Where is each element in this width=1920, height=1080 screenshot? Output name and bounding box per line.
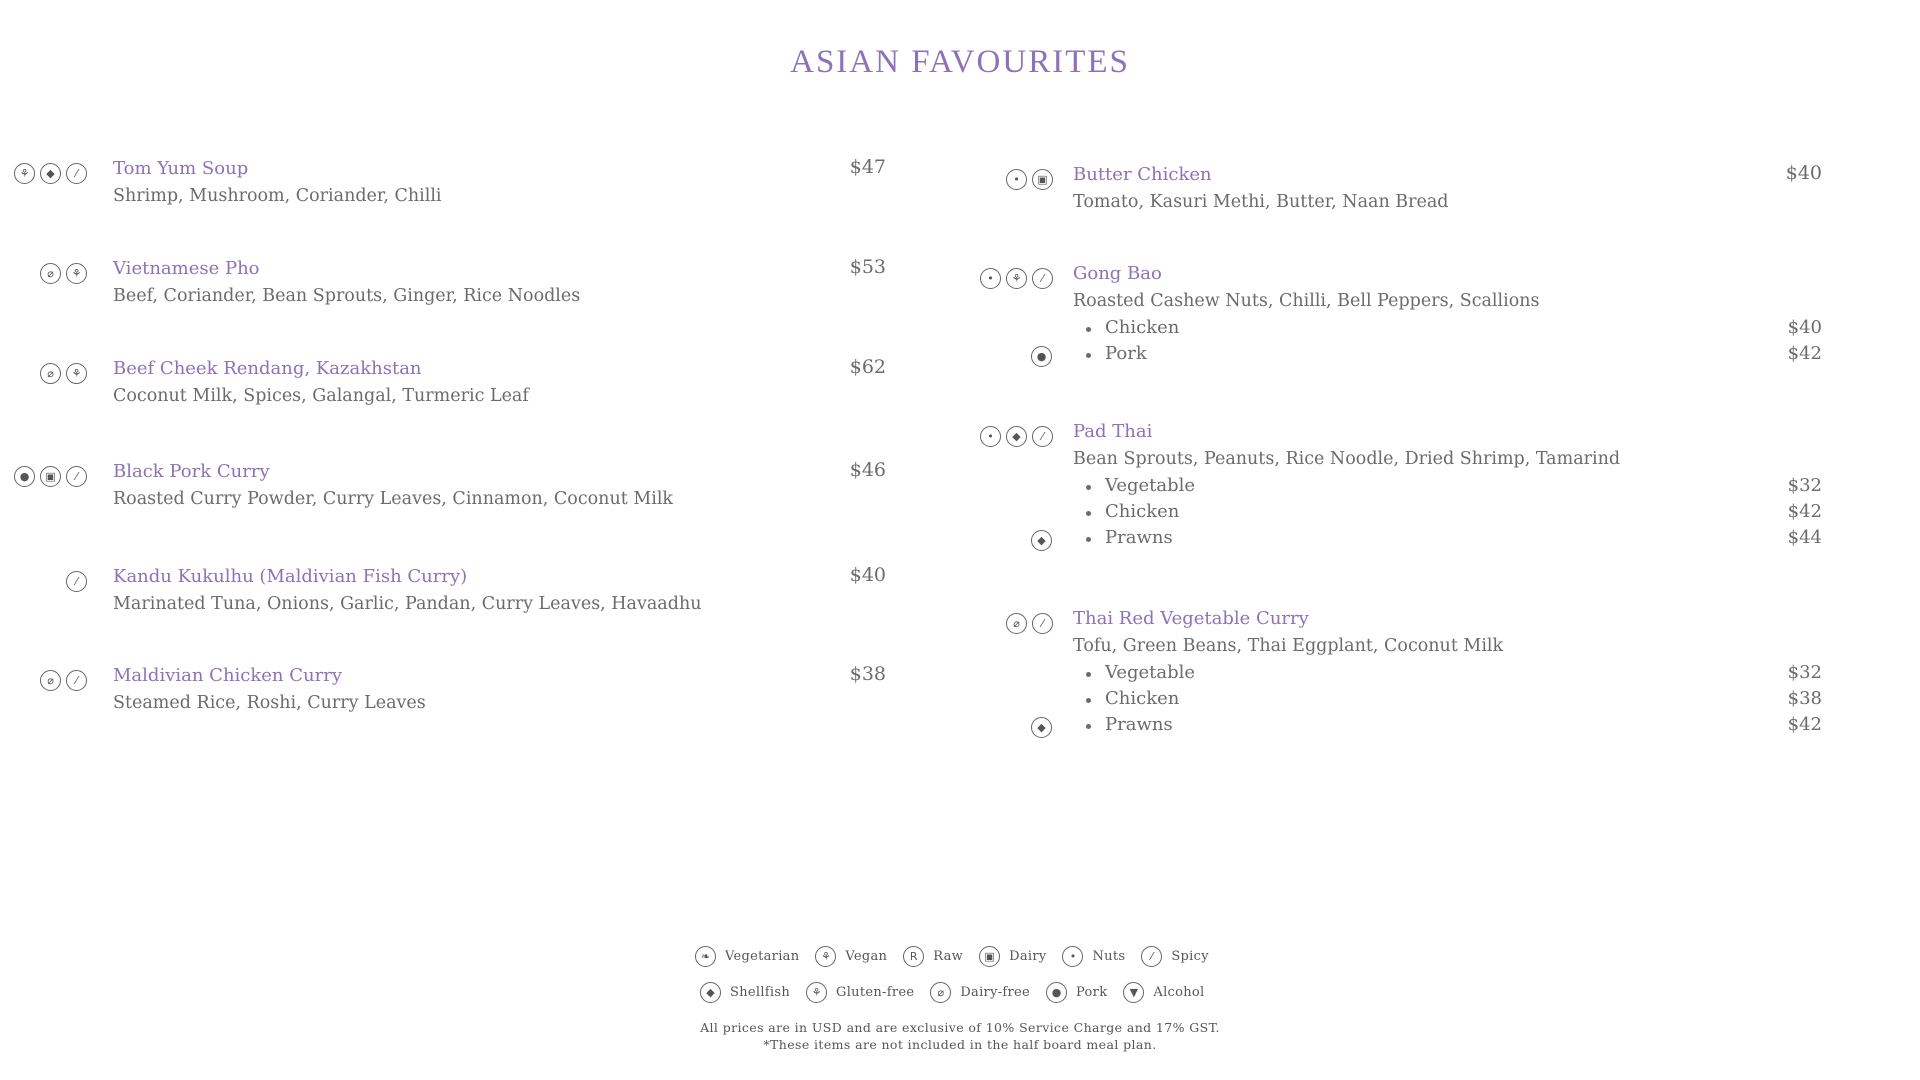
dairy-free-icon: ⌀ [40,363,61,384]
dish-name: Kandu Kukulhu (Maldivian Fish Curry) [113,566,468,587]
bullet [1086,724,1091,729]
variant-price: $38 [1787,688,1822,709]
gluten-free-icon: ⚘ [14,163,35,184]
legend-item-nuts [1062,946,1125,967]
dish-name: Thai Red Vegetable Curry [1073,608,1309,629]
pork-icon: ● [14,466,35,487]
spicy-icon: ⁄ [1032,613,1053,634]
spicy-icon: ⁄ [66,670,87,691]
variant-name: Vegetable [1105,662,1196,683]
dish-price: $40 [849,564,886,586]
variant-price: $42 [1787,501,1822,522]
variant-item [1037,527,1822,553]
legend-row-1 [695,946,1225,967]
legend-item-raw [903,946,963,967]
variant-item [1073,475,1822,501]
bullet [1086,698,1091,703]
spicy-icon: ⁄ [66,466,87,487]
bullet [1086,672,1091,677]
bullet [1086,537,1091,542]
dish-icons [1006,613,1053,634]
vegan-icon: ⚘ [815,946,836,967]
legend-item-gluten-free [806,982,914,1003]
dish-name: Black Pork Curry [113,461,270,482]
dish-description: Roasted Cashew Nuts, Chilli, Bell Peppers, Scallions [1073,291,1540,311]
dish-name: Beef Cheek Rendang, Kazakhstan [113,358,422,379]
dish-icons [14,466,92,487]
dairy-icon: ▣ [40,466,61,487]
dish-icons [980,268,1053,289]
dairy-free-icon: ⌀ [1006,613,1027,634]
gluten-free-icon: ⚘ [66,363,87,384]
dish-description: Steamed Rice, Roshi, Curry Leaves [113,693,426,713]
legend-item-dairy [979,946,1046,967]
spicy-icon: ⁄ [1032,426,1053,447]
legend-item-shellfish [700,982,790,1003]
nuts-icon: • [1062,946,1083,967]
dish-description: Shrimp, Mushroom, Coriander, Chilli [113,186,442,206]
menu-title: ASIAN FAVOURITES [790,44,1130,80]
dish-name: Gong Bao [1073,263,1162,284]
dish-price: $53 [849,256,886,278]
footnote-meal-plan: *These items are not included in the half board meal plan. [763,1037,1157,1052]
legend-label: Vegetarian [725,949,800,964]
nuts-icon: • [980,426,1001,447]
alcohol-icon: ▼ [1123,982,1144,1003]
dish-description: Tomato, Kasuri Methi, Butter, Naan Bread [1073,192,1449,212]
variant-list [1037,475,1822,553]
variant-item [1036,343,1822,369]
dish-price: $38 [849,663,886,685]
dish-name: Vietnamese Pho [113,258,260,279]
dish-name: Tom Yum Soup [113,158,249,179]
variant-name: Chicken [1105,501,1180,522]
gluten-free-icon: ⚘ [66,263,87,284]
shellfish-icon: ◆ [40,163,61,184]
bullet [1086,327,1091,332]
spicy-icon: ⁄ [66,163,87,184]
variant-name: Pork [1105,343,1147,364]
variant-item [1073,317,1822,343]
dish-price: $40 [1785,162,1822,184]
variant-price: $32 [1787,475,1822,496]
dish-description: Roasted Curry Powder, Curry Leaves, Cinnamon, Coconut Milk [113,489,674,509]
dairy-free-icon: ⌀ [40,263,61,284]
legend-label: Dairy [1009,949,1047,964]
nuts-icon: • [1006,169,1027,190]
legend-label: Spicy [1171,949,1209,964]
variant-name: Vegetable [1105,475,1196,496]
legend-label: Gluten-free [836,985,915,1000]
variant-item [1073,662,1822,688]
shellfish-icon: ◆ [700,982,721,1003]
bullet [1086,511,1091,516]
dish-icons [40,670,92,691]
spicy-icon: ⁄ [1141,946,1162,967]
dairy-free-icon: ⌀ [930,982,951,1003]
dish-description: Marinated Tuna, Onions, Garlic, Pandan, Curry Leaves, Havaadhu [113,594,702,614]
legend-item-alcohol [1123,982,1204,1003]
dish-name: Butter Chicken [1073,164,1212,185]
legend-label: Vegan [845,949,888,964]
dish-name: Maldivian Chicken Curry [113,665,342,686]
legend-row-2 [700,982,1221,1003]
variant-name: Prawns [1105,714,1173,735]
variant-list [1036,317,1822,369]
dish-icons [980,426,1053,447]
raw-icon: R [903,946,924,967]
variant-price: $40 [1787,317,1822,338]
pork-icon: ● [1031,346,1052,367]
shellfish-icon: ◆ [1006,426,1027,447]
legend-label: Nuts [1092,949,1126,964]
vegetarian-icon: ❧ [695,946,716,967]
dish-icons [1006,169,1053,190]
variant-price: $44 [1787,527,1822,548]
legend-item-dairy-free [930,982,1030,1003]
gluten-free-icon: ⚘ [1006,268,1027,289]
legend-label: Dairy-free [960,985,1031,1000]
spicy-icon: ⁄ [66,571,87,592]
variant-name: Prawns [1105,527,1173,548]
legend-label: Raw [933,949,964,964]
shellfish-icon: ◆ [1031,717,1052,738]
variant-price: $42 [1787,343,1822,364]
variant-item [1037,714,1822,740]
variant-price: $32 [1787,662,1822,683]
dairy-icon: ▣ [979,946,1000,967]
legend-item-vegetarian [695,946,799,967]
footnote-prices: All prices are in USD and are exclusive of 10% Service Charge and 17% GST. [700,1020,1220,1035]
legend-item-spicy [1141,946,1209,967]
spicy-icon: ⁄ [1032,268,1053,289]
pork-icon: ● [1046,982,1067,1003]
bullet [1086,353,1091,358]
variant-name: Chicken [1105,317,1180,338]
nuts-icon: • [980,268,1001,289]
dish-description: Bean Sprouts, Peanuts, Rice Noodle, Dried Shrimp, Tamarind [1073,449,1621,469]
dish-description: Tofu, Green Beans, Thai Eggplant, Coconut Milk [1073,636,1504,656]
legend-label: Shellfish [730,985,791,1000]
dish-price: $46 [849,459,886,481]
dish-icons [66,571,92,592]
variant-item [1073,501,1822,527]
bullet [1086,485,1091,490]
dish-price: $47 [849,156,886,178]
legend-item-pork [1046,982,1107,1003]
dish-icons [40,263,92,284]
dish-icons [40,363,92,384]
dish-description: Beef, Coriander, Bean Sprouts, Ginger, Rice Noodles [113,286,581,306]
dish-icons [14,163,92,184]
variant-item [1073,688,1822,714]
dairy-free-icon: ⌀ [40,670,61,691]
gluten-free-icon: ⚘ [806,982,827,1003]
dish-name: Pad Thai [1073,421,1153,442]
legend-label: Pork [1076,985,1108,1000]
dish-price: $62 [849,356,886,378]
variant-price: $42 [1787,714,1822,735]
shellfish-icon: ◆ [1031,530,1052,551]
dish-description: Coconut Milk, Spices, Galangal, Turmeric Leaf [113,386,529,406]
variant-list [1037,662,1822,740]
dairy-icon: ▣ [1032,169,1053,190]
legend-label: Alcohol [1153,985,1205,1000]
legend-item-vegan [815,946,887,967]
variant-name: Chicken [1105,688,1180,709]
